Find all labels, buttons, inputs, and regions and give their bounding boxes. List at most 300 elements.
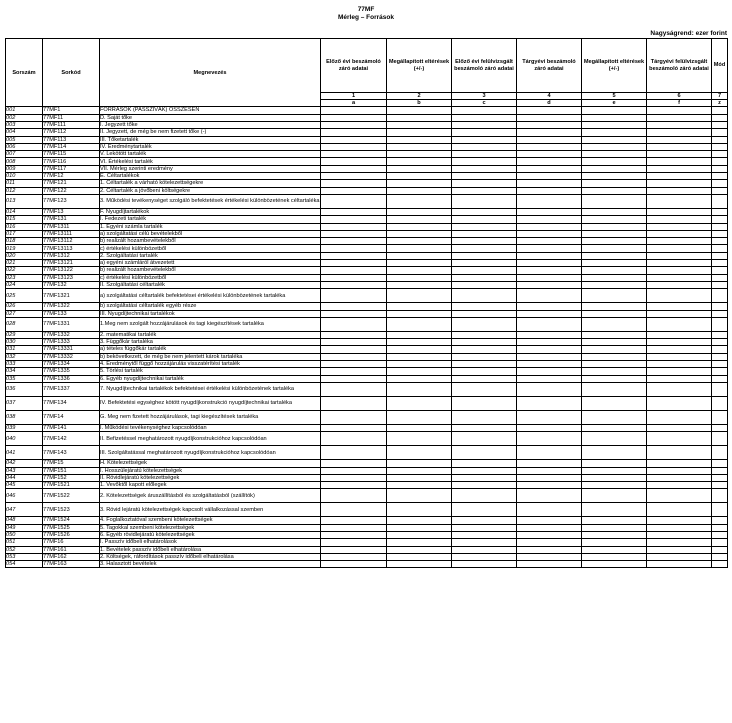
value-cell[interactable] — [647, 151, 712, 158]
value-cell[interactable] — [452, 339, 517, 346]
value-cell[interactable] — [452, 446, 517, 460]
value-cell[interactable] — [517, 165, 582, 172]
value-cell[interactable] — [321, 208, 387, 215]
value-cell[interactable] — [517, 446, 582, 460]
value-cell[interactable] — [647, 346, 712, 353]
value-cell[interactable] — [647, 446, 712, 460]
value-cell[interactable] — [321, 303, 387, 310]
value-cell[interactable] — [647, 410, 712, 424]
value-cell[interactable] — [387, 289, 452, 303]
value-cell[interactable] — [321, 339, 387, 346]
value-cell[interactable] — [647, 114, 712, 121]
value-cell[interactable] — [517, 382, 582, 396]
value-cell[interactable] — [712, 353, 728, 360]
value-cell[interactable] — [582, 303, 647, 310]
value-cell[interactable] — [647, 482, 712, 489]
value-cell[interactable] — [712, 143, 728, 150]
value-cell[interactable] — [582, 180, 647, 187]
value-cell[interactable] — [582, 151, 647, 158]
value-cell[interactable] — [321, 460, 387, 467]
value-cell[interactable] — [321, 382, 387, 396]
value-cell[interactable] — [582, 317, 647, 331]
value-cell[interactable] — [387, 467, 452, 474]
value-cell[interactable] — [387, 216, 452, 223]
value-cell[interactable] — [387, 375, 452, 382]
value-cell[interactable] — [582, 252, 647, 259]
value-cell[interactable] — [321, 524, 387, 531]
value-cell[interactable] — [582, 216, 647, 223]
value-cell[interactable] — [517, 122, 582, 129]
value-cell[interactable] — [387, 107, 452, 114]
value-cell[interactable] — [712, 503, 728, 517]
value-cell[interactable] — [647, 274, 712, 281]
value-cell[interactable] — [517, 331, 582, 338]
value-cell[interactable] — [517, 289, 582, 303]
value-cell[interactable] — [712, 274, 728, 281]
value-cell[interactable] — [517, 223, 582, 230]
value-cell[interactable] — [647, 517, 712, 524]
value-cell[interactable] — [517, 281, 582, 288]
value-cell[interactable] — [517, 353, 582, 360]
value-cell[interactable] — [647, 281, 712, 288]
value-cell[interactable] — [452, 317, 517, 331]
value-cell[interactable] — [582, 122, 647, 129]
value-cell[interactable] — [582, 561, 647, 568]
value-cell[interactable] — [712, 136, 728, 143]
value-cell[interactable] — [647, 382, 712, 396]
value-cell[interactable] — [712, 339, 728, 346]
value-cell[interactable] — [387, 194, 452, 208]
value-cell[interactable] — [321, 482, 387, 489]
value-cell[interactable] — [582, 368, 647, 375]
value-cell[interactable] — [647, 539, 712, 546]
value-cell[interactable] — [517, 238, 582, 245]
value-cell[interactable] — [321, 310, 387, 317]
value-cell[interactable] — [452, 346, 517, 353]
value-cell[interactable] — [452, 281, 517, 288]
value-cell[interactable] — [712, 216, 728, 223]
value-cell[interactable] — [387, 151, 452, 158]
value-cell[interactable] — [647, 187, 712, 194]
value-cell[interactable] — [712, 432, 728, 446]
value-cell[interactable] — [517, 260, 582, 267]
value-cell[interactable] — [712, 375, 728, 382]
value-cell[interactable] — [452, 151, 517, 158]
value-cell[interactable] — [582, 267, 647, 274]
value-cell[interactable] — [582, 424, 647, 431]
value-cell[interactable] — [517, 346, 582, 353]
value-cell[interactable] — [452, 382, 517, 396]
value-cell[interactable] — [517, 143, 582, 150]
value-cell[interactable] — [582, 446, 647, 460]
value-cell[interactable] — [452, 474, 517, 481]
value-cell[interactable] — [321, 165, 387, 172]
value-cell[interactable] — [712, 238, 728, 245]
value-cell[interactable] — [321, 561, 387, 568]
value-cell[interactable] — [517, 546, 582, 553]
value-cell[interactable] — [517, 194, 582, 208]
value-cell[interactable] — [647, 353, 712, 360]
value-cell[interactable] — [452, 460, 517, 467]
value-cell[interactable] — [387, 396, 452, 410]
value-cell[interactable] — [321, 503, 387, 517]
value-cell[interactable] — [582, 489, 647, 503]
value-cell[interactable] — [582, 361, 647, 368]
value-cell[interactable] — [517, 489, 582, 503]
value-cell[interactable] — [712, 546, 728, 553]
value-cell[interactable] — [712, 187, 728, 194]
value-cell[interactable] — [582, 482, 647, 489]
value-cell[interactable] — [387, 446, 452, 460]
value-cell[interactable] — [582, 474, 647, 481]
value-cell[interactable] — [452, 114, 517, 121]
value-cell[interactable] — [452, 361, 517, 368]
value-cell[interactable] — [387, 561, 452, 568]
value-cell[interactable] — [647, 122, 712, 129]
value-cell[interactable] — [712, 424, 728, 431]
value-cell[interactable] — [452, 223, 517, 230]
value-cell[interactable] — [517, 361, 582, 368]
value-cell[interactable] — [582, 467, 647, 474]
value-cell[interactable] — [647, 503, 712, 517]
value-cell[interactable] — [712, 474, 728, 481]
value-cell[interactable] — [712, 553, 728, 560]
value-cell[interactable] — [517, 274, 582, 281]
value-cell[interactable] — [452, 303, 517, 310]
value-cell[interactable] — [517, 252, 582, 259]
value-cell[interactable] — [517, 424, 582, 431]
value-cell[interactable] — [712, 467, 728, 474]
value-cell[interactable] — [321, 216, 387, 223]
value-cell[interactable] — [517, 482, 582, 489]
value-cell[interactable] — [387, 553, 452, 560]
value-cell[interactable] — [387, 238, 452, 245]
value-cell[interactable] — [582, 107, 647, 114]
value-cell[interactable] — [712, 252, 728, 259]
value-cell[interactable] — [321, 252, 387, 259]
value-cell[interactable] — [387, 158, 452, 165]
value-cell[interactable] — [582, 208, 647, 215]
value-cell[interactable] — [321, 353, 387, 360]
value-cell[interactable] — [321, 180, 387, 187]
value-cell[interactable] — [321, 553, 387, 560]
value-cell[interactable] — [517, 245, 582, 252]
value-cell[interactable] — [517, 524, 582, 531]
value-cell[interactable] — [517, 561, 582, 568]
value-cell[interactable] — [712, 489, 728, 503]
value-cell[interactable] — [387, 252, 452, 259]
value-cell[interactable] — [321, 410, 387, 424]
value-cell[interactable] — [647, 107, 712, 114]
value-cell[interactable] — [712, 517, 728, 524]
value-cell[interactable] — [647, 165, 712, 172]
value-cell[interactable] — [321, 368, 387, 375]
value-cell[interactable] — [712, 114, 728, 121]
value-cell[interactable] — [321, 317, 387, 331]
value-cell[interactable] — [647, 173, 712, 180]
value-cell[interactable] — [452, 396, 517, 410]
value-cell[interactable] — [582, 339, 647, 346]
value-cell[interactable] — [517, 317, 582, 331]
value-cell[interactable] — [647, 361, 712, 368]
value-cell[interactable] — [647, 303, 712, 310]
value-cell[interactable] — [517, 216, 582, 223]
value-cell[interactable] — [712, 368, 728, 375]
value-cell[interactable] — [582, 230, 647, 237]
value-cell[interactable] — [517, 410, 582, 424]
value-cell[interactable] — [452, 546, 517, 553]
value-cell[interactable] — [582, 158, 647, 165]
value-cell[interactable] — [452, 375, 517, 382]
value-cell[interactable] — [517, 460, 582, 467]
value-cell[interactable] — [712, 382, 728, 396]
value-cell[interactable] — [452, 136, 517, 143]
value-cell[interactable] — [321, 230, 387, 237]
value-cell[interactable] — [647, 180, 712, 187]
value-cell[interactable] — [647, 424, 712, 431]
value-cell[interactable] — [387, 129, 452, 136]
value-cell[interactable] — [321, 517, 387, 524]
value-cell[interactable] — [452, 331, 517, 338]
value-cell[interactable] — [647, 467, 712, 474]
value-cell[interactable] — [647, 561, 712, 568]
value-cell[interactable] — [387, 339, 452, 346]
value-cell[interactable] — [452, 158, 517, 165]
value-cell[interactable] — [321, 143, 387, 150]
value-cell[interactable] — [321, 375, 387, 382]
value-cell[interactable] — [387, 281, 452, 288]
value-cell[interactable] — [387, 353, 452, 360]
value-cell[interactable] — [712, 317, 728, 331]
value-cell[interactable] — [387, 260, 452, 267]
value-cell[interactable] — [647, 216, 712, 223]
value-cell[interactable] — [582, 114, 647, 121]
value-cell[interactable] — [647, 531, 712, 538]
value-cell[interactable] — [582, 553, 647, 560]
value-cell[interactable] — [517, 467, 582, 474]
value-cell[interactable] — [712, 129, 728, 136]
value-cell[interactable] — [647, 432, 712, 446]
value-cell[interactable] — [387, 361, 452, 368]
value-cell[interactable] — [517, 517, 582, 524]
value-cell[interactable] — [452, 208, 517, 215]
value-cell[interactable] — [582, 410, 647, 424]
value-cell[interactable] — [321, 274, 387, 281]
value-cell[interactable] — [647, 375, 712, 382]
value-cell[interactable] — [321, 531, 387, 538]
value-cell[interactable] — [582, 129, 647, 136]
value-cell[interactable] — [647, 267, 712, 274]
value-cell[interactable] — [321, 346, 387, 353]
value-cell[interactable] — [712, 180, 728, 187]
value-cell[interactable] — [387, 208, 452, 215]
value-cell[interactable] — [582, 546, 647, 553]
value-cell[interactable] — [712, 346, 728, 353]
value-cell[interactable] — [517, 187, 582, 194]
value-cell[interactable] — [387, 136, 452, 143]
value-cell[interactable] — [387, 310, 452, 317]
value-cell[interactable] — [321, 396, 387, 410]
value-cell[interactable] — [387, 274, 452, 281]
value-cell[interactable] — [517, 173, 582, 180]
value-cell[interactable] — [582, 382, 647, 396]
value-cell[interactable] — [712, 460, 728, 467]
value-cell[interactable] — [517, 375, 582, 382]
value-cell[interactable] — [452, 467, 517, 474]
value-cell[interactable] — [647, 339, 712, 346]
value-cell[interactable] — [321, 238, 387, 245]
value-cell[interactable] — [647, 238, 712, 245]
value-cell[interactable] — [712, 107, 728, 114]
value-cell[interactable] — [647, 546, 712, 553]
value-cell[interactable] — [452, 260, 517, 267]
value-cell[interactable] — [387, 460, 452, 467]
value-cell[interactable] — [387, 368, 452, 375]
value-cell[interactable] — [387, 474, 452, 481]
value-cell[interactable] — [517, 310, 582, 317]
value-cell[interactable] — [712, 267, 728, 274]
value-cell[interactable] — [582, 136, 647, 143]
value-cell[interactable] — [582, 274, 647, 281]
value-cell[interactable] — [712, 230, 728, 237]
value-cell[interactable] — [582, 245, 647, 252]
value-cell[interactable] — [387, 122, 452, 129]
value-cell[interactable] — [647, 194, 712, 208]
value-cell[interactable] — [321, 489, 387, 503]
value-cell[interactable] — [452, 353, 517, 360]
value-cell[interactable] — [452, 482, 517, 489]
value-cell[interactable] — [712, 361, 728, 368]
value-cell[interactable] — [582, 281, 647, 288]
value-cell[interactable] — [582, 531, 647, 538]
value-cell[interactable] — [452, 122, 517, 129]
value-cell[interactable] — [452, 503, 517, 517]
value-cell[interactable] — [582, 517, 647, 524]
value-cell[interactable] — [582, 539, 647, 546]
value-cell[interactable] — [712, 531, 728, 538]
value-cell[interactable] — [647, 143, 712, 150]
value-cell[interactable] — [452, 524, 517, 531]
value-cell[interactable] — [712, 331, 728, 338]
value-cell[interactable] — [321, 129, 387, 136]
value-cell[interactable] — [387, 303, 452, 310]
value-cell[interactable] — [387, 517, 452, 524]
value-cell[interactable] — [582, 260, 647, 267]
value-cell[interactable] — [321, 260, 387, 267]
value-cell[interactable] — [712, 151, 728, 158]
value-cell[interactable] — [517, 303, 582, 310]
value-cell[interactable] — [321, 331, 387, 338]
value-cell[interactable] — [647, 489, 712, 503]
value-cell[interactable] — [452, 238, 517, 245]
value-cell[interactable] — [647, 289, 712, 303]
value-cell[interactable] — [452, 489, 517, 503]
value-cell[interactable] — [321, 474, 387, 481]
value-cell[interactable] — [647, 260, 712, 267]
value-cell[interactable] — [712, 194, 728, 208]
value-cell[interactable] — [321, 173, 387, 180]
value-cell[interactable] — [647, 460, 712, 467]
value-cell[interactable] — [452, 267, 517, 274]
value-cell[interactable] — [712, 245, 728, 252]
value-cell[interactable] — [647, 136, 712, 143]
value-cell[interactable] — [452, 165, 517, 172]
value-cell[interactable] — [647, 230, 712, 237]
value-cell[interactable] — [321, 424, 387, 431]
value-cell[interactable] — [517, 267, 582, 274]
value-cell[interactable] — [387, 114, 452, 121]
value-cell[interactable] — [517, 114, 582, 121]
value-cell[interactable] — [452, 230, 517, 237]
value-cell[interactable] — [321, 136, 387, 143]
value-cell[interactable] — [387, 245, 452, 252]
value-cell[interactable] — [452, 410, 517, 424]
value-cell[interactable] — [582, 353, 647, 360]
value-cell[interactable] — [452, 173, 517, 180]
value-cell[interactable] — [321, 114, 387, 121]
value-cell[interactable] — [582, 396, 647, 410]
value-cell[interactable] — [387, 173, 452, 180]
value-cell[interactable] — [452, 310, 517, 317]
value-cell[interactable] — [452, 107, 517, 114]
value-cell[interactable] — [321, 187, 387, 194]
value-cell[interactable] — [387, 410, 452, 424]
value-cell[interactable] — [387, 524, 452, 531]
value-cell[interactable] — [452, 531, 517, 538]
value-cell[interactable] — [647, 252, 712, 259]
value-cell[interactable] — [647, 524, 712, 531]
value-cell[interactable] — [387, 482, 452, 489]
value-cell[interactable] — [387, 432, 452, 446]
value-cell[interactable] — [517, 129, 582, 136]
value-cell[interactable] — [582, 187, 647, 194]
value-cell[interactable] — [387, 187, 452, 194]
value-cell[interactable] — [647, 553, 712, 560]
value-cell[interactable] — [712, 122, 728, 129]
value-cell[interactable] — [387, 267, 452, 274]
value-cell[interactable] — [582, 503, 647, 517]
value-cell[interactable] — [387, 331, 452, 338]
value-cell[interactable] — [517, 368, 582, 375]
value-cell[interactable] — [517, 339, 582, 346]
value-cell[interactable] — [321, 281, 387, 288]
value-cell[interactable] — [647, 368, 712, 375]
value-cell[interactable] — [387, 503, 452, 517]
value-cell[interactable] — [452, 561, 517, 568]
value-cell[interactable] — [517, 539, 582, 546]
value-cell[interactable] — [452, 424, 517, 431]
value-cell[interactable] — [517, 503, 582, 517]
value-cell[interactable] — [321, 151, 387, 158]
value-cell[interactable] — [712, 289, 728, 303]
value-cell[interactable] — [647, 208, 712, 215]
value-cell[interactable] — [712, 410, 728, 424]
value-cell[interactable] — [582, 143, 647, 150]
value-cell[interactable] — [517, 180, 582, 187]
value-cell[interactable] — [452, 539, 517, 546]
value-cell[interactable] — [387, 230, 452, 237]
value-cell[interactable] — [582, 524, 647, 531]
value-cell[interactable] — [387, 382, 452, 396]
value-cell[interactable] — [387, 531, 452, 538]
value-cell[interactable] — [517, 158, 582, 165]
value-cell[interactable] — [517, 208, 582, 215]
value-cell[interactable] — [387, 346, 452, 353]
value-cell[interactable] — [712, 396, 728, 410]
value-cell[interactable] — [517, 230, 582, 237]
value-cell[interactable] — [321, 107, 387, 114]
value-cell[interactable] — [647, 396, 712, 410]
